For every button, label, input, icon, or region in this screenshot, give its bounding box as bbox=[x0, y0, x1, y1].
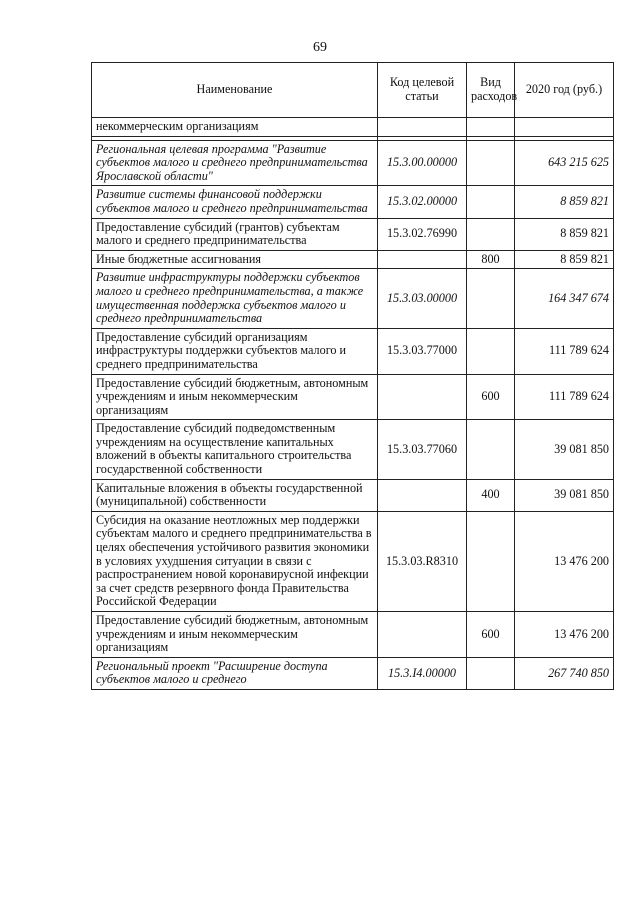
cell-type bbox=[467, 328, 515, 374]
table-body bbox=[92, 118, 614, 690]
table-row bbox=[92, 269, 614, 328]
cell-code: 15.3.03.77060 bbox=[378, 420, 467, 479]
table-header-row bbox=[92, 63, 614, 118]
cell-name: некоммерческим организациям bbox=[92, 118, 378, 137]
cell-type bbox=[467, 657, 515, 689]
cell-name: Развитие системы финансовой поддержки субъектов малого и среднего предпринимательства bbox=[92, 186, 378, 218]
cell-code bbox=[378, 118, 467, 137]
cell-name: Иные бюджетные ассигнования bbox=[92, 250, 378, 269]
cell-code: 15.3.03.00000 bbox=[378, 269, 467, 328]
cell-type bbox=[467, 186, 515, 218]
cell-type: 800 bbox=[467, 250, 515, 269]
cell-name: Капитальные вложения в объекты государственной (муниципальной) собственности bbox=[92, 479, 378, 511]
cell-name: Региональная целевая программа "Развитие субъектов малого и среднего предпринимательства Ярославской области" bbox=[92, 140, 378, 186]
header-code: Код целевой статьи bbox=[378, 63, 467, 118]
budget-table bbox=[91, 62, 614, 690]
table-row bbox=[92, 328, 614, 374]
page-number: 69 bbox=[313, 40, 327, 55]
cell-name: Предоставление субсидий (грантов) субъектам малого и среднего предпринимательства bbox=[92, 218, 378, 250]
cell-name: Предоставление субсидий организациям инфраструктуры поддержки субъектов малого и среднего предпринимательства bbox=[92, 328, 378, 374]
cell-name: Развитие инфраструктуры поддержки субъектов малого и среднего предпринимательства, а также имущественная поддержка субъектов малого и среднего предпринимательства bbox=[92, 269, 378, 328]
cell-code: 15.3.00.00000 bbox=[378, 140, 467, 186]
cell-amount: 164 347 674 bbox=[515, 269, 614, 328]
cell-name: Субсидия на оказание неотложных мер поддержки субъектам малого и среднего предпринимательства в целях обеспечения устойчивого развития экономики в условиях ухудшения ситуации в связи с распространением новой коронавирусной инфекции за счет средств резервного фонда Правительства Российской Федерации bbox=[92, 511, 378, 611]
cell-code bbox=[378, 374, 467, 420]
cell-type bbox=[467, 511, 515, 611]
table-row bbox=[92, 479, 614, 511]
cell-type bbox=[467, 218, 515, 250]
cell-code bbox=[378, 612, 467, 658]
table-row bbox=[92, 657, 614, 689]
cell-code: 15.3.I4.00000 bbox=[378, 657, 467, 689]
cell-amount: 8 859 821 bbox=[515, 250, 614, 269]
cell-amount: 8 859 821 bbox=[515, 186, 614, 218]
cell-type: 400 bbox=[467, 479, 515, 511]
table-row bbox=[92, 140, 614, 186]
cell-name: Предоставление субсидий бюджетным, автономным учреждениям и иным некоммерческим организациям bbox=[92, 612, 378, 658]
cell-type bbox=[467, 118, 515, 137]
cell-amount: 13 476 200 bbox=[515, 612, 614, 658]
cell-amount: 643 215 625 bbox=[515, 140, 614, 186]
table-row bbox=[92, 612, 614, 658]
header-name: Наименование bbox=[92, 63, 378, 118]
cell-name: Предоставление субсидий бюджетным, автономным учреждениям и иным некоммерческим организациям bbox=[92, 374, 378, 420]
table-row bbox=[92, 118, 614, 137]
cell-amount: 111 789 624 bbox=[515, 328, 614, 374]
header-type: Вид расходов bbox=[467, 63, 515, 118]
cell-amount: 267 740 850 bbox=[515, 657, 614, 689]
cell-name: Региональный проект "Расширение доступа субъектов малого и среднего bbox=[92, 657, 378, 689]
cell-amount: 111 789 624 bbox=[515, 374, 614, 420]
table-row bbox=[92, 186, 614, 218]
cell-type bbox=[467, 140, 515, 186]
cell-code bbox=[378, 479, 467, 511]
table-row bbox=[92, 420, 614, 479]
table-row bbox=[92, 511, 614, 611]
cell-type: 600 bbox=[467, 612, 515, 658]
cell-name: Предоставление субсидий подведомственным учреждениям на осуществление капитальных вложений в объекты капитального строительства государственной собственности bbox=[92, 420, 378, 479]
cell-amount: 39 081 850 bbox=[515, 479, 614, 511]
cell-amount: 13 476 200 bbox=[515, 511, 614, 611]
table-row bbox=[92, 250, 614, 269]
table-row bbox=[92, 374, 614, 420]
cell-code: 15.3.03.R8310 bbox=[378, 511, 467, 611]
cell-amount bbox=[515, 118, 614, 137]
cell-type bbox=[467, 269, 515, 328]
cell-code: 15.3.02.76990 bbox=[378, 218, 467, 250]
cell-amount: 39 081 850 bbox=[515, 420, 614, 479]
header-amount: 2020 год (руб.) bbox=[515, 63, 614, 118]
cell-type: 600 bbox=[467, 374, 515, 420]
table-row bbox=[92, 218, 614, 250]
cell-code bbox=[378, 250, 467, 269]
cell-type bbox=[467, 420, 515, 479]
cell-code: 15.3.02.00000 bbox=[378, 186, 467, 218]
cell-code: 15.3.03.77000 bbox=[378, 328, 467, 374]
cell-amount: 8 859 821 bbox=[515, 218, 614, 250]
